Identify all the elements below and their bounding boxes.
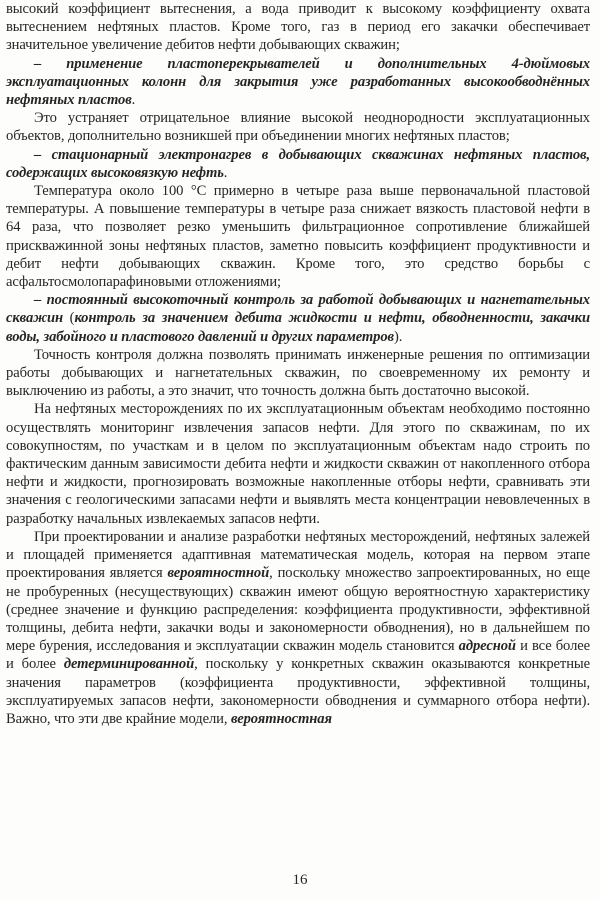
text-run: Это устраняет отрицательное влияние высокой неоднородности эксплуатационных объектов, дополнительно возникшей при объединении многих нефтяных пластов; — [6, 110, 590, 145]
text-run: высокий коэффициент вытеснения, а вода приводит к высокому коэффициенту охвата вытеснением нефтяных пластов. Кроме того, газ в период его закачки обеспечивает значительное увеличение дебитов нефти добывающих скважин; — [6, 1, 590, 54]
emphasis-text: – стационарный электронагрев в добывающих скважинах нефтяных пластов, содержащих высоковязкую нефть — [6, 146, 590, 181]
text-run: При проектировании и анализе разработки нефтяных месторождений, нефтяных залежей и площадей применяется адаптивная математическая модель, которая на первом этапе проектирования является — [6, 528, 590, 582]
paragraph — [6, 55, 590, 110]
text-run: . — [131, 92, 136, 109]
paragraph — [6, 109, 590, 145]
emphasis-text: детерминированной — [63, 656, 195, 673]
paragraph — [6, 182, 590, 291]
paragraph — [6, 146, 590, 182]
text-run: , поскольку множество запроектированных, но еще не пробуренных (несуществующих) скважин имеют общую вероятностную характеристику (среднее значение и функцию распределения: коэффициента продуктивности, эффективной толщины, дебита нефти, закачки воды и закономерности обводнения), но в дальнейшем по мере бурения, исследования и эксплуатации скважин модель становится — [6, 565, 590, 655]
paragraph — [6, 346, 590, 401]
emphasis-text: вероятностная — [230, 710, 332, 727]
paragraph — [6, 528, 590, 728]
text-run: . — [223, 164, 228, 181]
text-run: , поскольку у конкретных скважин оказываются конкретные значения параметров (коэффициента продуктивности, эффективной толщины, эксплуатируемых запасов нефти, закономерности обводнения и суммарного отбора нефти). Важно, что эти две крайние модели, — [6, 656, 590, 727]
emphasis-text: – постоянный высокоточный контроль за работой добывающих и нагнетательных скважин — [6, 292, 590, 327]
text-run: ( — [63, 310, 75, 327]
text-run: и все более и более — [6, 638, 591, 673]
paragraph — [6, 0, 590, 55]
body-text — [6, 0, 590, 728]
text-run: На нефтяных месторождениях по их эксплуатационным объектам необходимо постоянно осуществлять мониторинг извлечения запасов нефти. Для этого по скважинам, по их совокупностям, по участкам и в целом по эксплуатационным объектам надо строить по фактическим данным зависимости дебита нефти и жидкости скважин от накопленного отбора нефти и жидкости, прогнозировать возможные накопленные отборы нефти, сравнивать эти значения с геологическими запасами нефти и выявлять места концентрации невовлеченных в разработку начальных извлекаемых запасов нефти. — [6, 401, 590, 527]
text-run: ). — [393, 328, 403, 345]
paragraph — [6, 291, 590, 346]
text-run: Температура около 100 °С примерно в четыре раза выше первоначальной пластовой температуры. А повышение температуры в четыре раза снижает вязкость пластовой нефти в 64 раза, что позволяет резко уменьшить фильтрационное сопротивление ближайшей прискважинной зоны нефтяных пластов, заметно повысить коэффициент продуктивности и дебит нефти добывающих скважин. Кроме того, это средство борьбы с асфальтосмолопарафиновыми отложениями; — [6, 183, 590, 291]
emphasis-text: – применение пластоперекрывателей и дополнительных 4-дюймовых эксплуатационных колонн для закрытия уже разработанных высокообводнённых нефтяных пластов — [6, 55, 590, 109]
emphasis-text: адресной — [458, 638, 516, 655]
page-number: 16 — [292, 872, 308, 888]
emphasis-text: вероятностной — [167, 565, 270, 582]
text-run: Точность контроля должна позволять принимать инженерные решения по оптимизации работы добывающих и нагнетательных скважин, по своевременному их ремонту и выключению из работы, а это значит, что точность должна быть достаточно высокой. — [6, 346, 590, 400]
emphasis-text: контроль за значением дебита жидкости и нефти, обводненности, закачки воды, забойного и пластового давлений и других параметров — [6, 310, 590, 345]
paragraph — [6, 400, 590, 527]
